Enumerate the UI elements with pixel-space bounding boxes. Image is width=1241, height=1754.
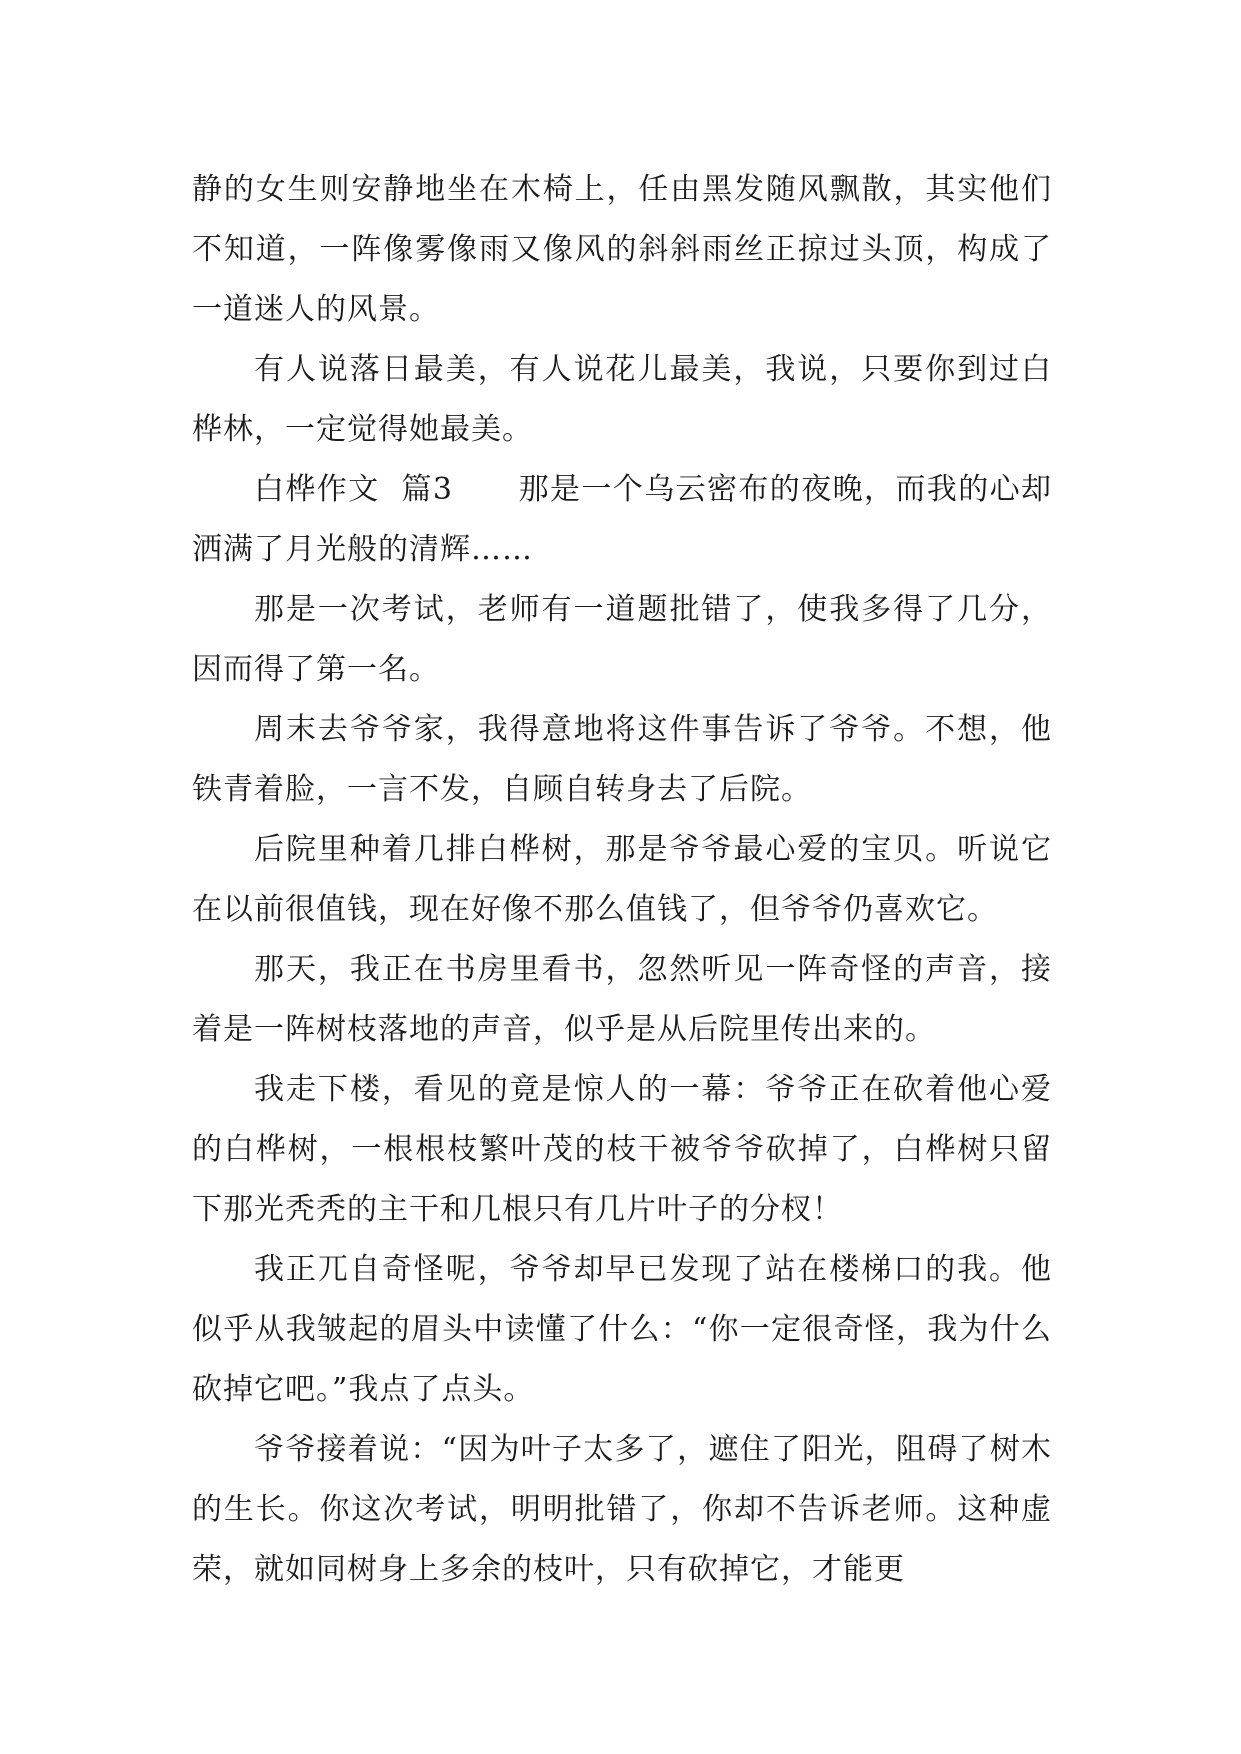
document-body: [192, 160, 1052, 1600]
paragraph-9: 我正兀自奇怪呢，爷爷却早已发现了站在楼梯口的我。他似乎从我皱起的眉头中读懂了什么：“你一定很奇怪，我为什么砍掉它吧。”我点了点头。: [192, 1252, 1052, 1407]
paragraph-3-text: 那是一个乌云密布的夜晚，而我的心却洒满了月光般的清辉……: [192, 472, 1052, 567]
paragraph-4: 那是一次考试，老师有一道题批错了，使我多得了几分，因而得了第一名。: [192, 592, 1052, 687]
paragraph-3: [192, 460, 1052, 580]
paragraph-7: 那天，我正在书房里看书，忽然听见一阵奇怪的声音，接着是一阵树枝落地的声音，似乎是从后院里传出来的。: [192, 952, 1052, 1047]
paragraph-10: 爷爷接着说：“因为叶子太多了，遮住了阳光，阻碍了树木的生长。你这次考试，明明批错了，你却不告诉老师。这种虚荣，就如同树身上多余的枝叶，只有砍掉它，才能更: [192, 1432, 1052, 1587]
paragraph-2: 有人说落日最美，有人说花儿最美，我说，只要你到过白桦林，一定觉得她最美。: [192, 352, 1052, 447]
paragraph-8: 我走下楼，看见的竟是惊人的一幕：爷爷正在砍着他心爱的白桦树，一根根枝繁叶茂的枝干被爷爷砍掉了，白桦树只留下那光秃秃的主干和几根只有几片叶子的分杈！: [192, 1072, 1052, 1227]
paragraph-6: 后院里种着几排白桦树，那是爷爷最心爱的宝贝。听说它在以前很值钱，现在好像不那么值钱了，但爷爷仍喜欢它。: [192, 832, 1052, 927]
paragraph-5: 周末去爷爷家，我得意地将这件事告诉了爷爷。不想，他铁青着脸，一言不发，自顾自转身去了后院。: [192, 712, 1052, 807]
section-heading: 白桦作文 篇3: [254, 472, 453, 507]
paragraph-1: 静的女生则安静地坐在木椅上，任由黑发随风飘散，其实他们不知道，一阵像雾像雨又像风的斜斜雨丝正掠过头顶，构成了一道迷人的风景。: [192, 172, 1052, 327]
